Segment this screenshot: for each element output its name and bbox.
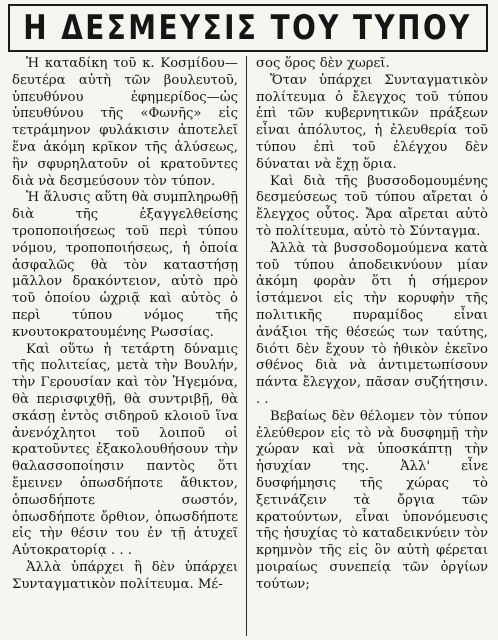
paragraph: Ἀλλὰ τὰ βυσσοδομούμενα κατὰ τοῦ τύπου ἀποδεικνύουν μίαν ἀκόμη φορὰν ὅτι ἡ σήμερον ἱστάμενοι εἰς τὴν κορυφὴν τῆς πολιτικῆς πυραμίδος εἶναι ἀνάξιοι τῆς θέσεώς των ταύτης, διότι δὲν ἔχουν τὸ ἠθικὸν ἐκεῖνο σθένος διὰ νὰ ἀντιμετωπίσουν πάντα ἔλεγχον, πᾶσαν συζήτησιν. . . (256, 240, 488, 407)
paragraph: Ἡ ἅλυσις αὕτη θὰ συμπληρωθῇ διὰ τῆς ἐξαγγελθείσης τροποποιήσεως τοῦ περὶ τύπου νόμου, τροποποιήσεως, ἡ ὁποία ἀσφαλῶς θὰ τὸν καταστήσῃ μᾶλλον δρακόντειον, αὐτὸ πρὸ τοῦ ὁποίου ὠχριᾷ καὶ αὐτὸς ὁ περὶ τύπου νόμος τῆς κνουτοκρατουμένης Ρωσσίας. (12, 190, 238, 340)
paragraph: Ὅταν ὑπάρχει Συνταγματικὸν πολίτευμα ὁ ἔλεγχος τοῦ τύπου ἐπὶ τῶν κυβερνητικῶν πράξεων εἶναι ἀπόλυτος, ἡ ἐλευθερία τοῦ τύπου ἐπὶ τοῦ ἐλέγχου δὲν δύναται νὰ ἔχῃ ὅρια. (256, 72, 488, 172)
paragraph: Ἀλλὰ ὑπάρχει ἢ δὲν ὑπάρχει Συνταγματικὸν πολίτευμα. Μέ- (12, 559, 238, 592)
column-divider (246, 56, 247, 636)
paragraph: Καὶ οὕτω ἡ τετάρτη δύναμις τῆς πολιτείας, μετὰ τὴν Βουλήν, τὴν Γερουσίαν καὶ τὸν Ἡγεμόνα, θὰ περισφιχθῇ, θὰ συντριβῇ, θὰ σκάσῃ ἐντὸς σιδηροῦ κλοιοῦ ἵνα ἀνενόχλητοι τοῦ λοιποῦ οἱ κρατοῦντες ἐξακολουθήσουν τὴν θαλασσοποίησιν παντὸς ὅτι ἔμεινεν ὁπωσδήποτε ἄθικτον, ὁπωσδήποτε σωστόν, ὁπωσδήποτε ὄρθιον, ὁπωσδήποτε εἰς τὴν θέσιν του ἐν τῇ ἀτυχεῖ Αὐτοκρατορίᾳ . . . (12, 341, 238, 559)
paragraph-continued: σος ὅρος δὲν χωρεῖ. (256, 56, 390, 71)
article-left-column (12, 56, 238, 594)
headline: Η ΔΕΣΜΕΥΣΙΣ ΤΟΥ ΤΥΠΟΥ (23, 8, 473, 48)
article-right-column (256, 56, 488, 594)
headline-frame (8, 4, 488, 52)
paragraph: Καὶ διὰ τῆς βυσσοδομουμένης δεσμεύσεως τοῦ τύπου αἴρεται ὁ ἔλεγχος οὗτος. Ἄρα αἴρεται αὐτὸ τὸ πολίτευμα, αὐτὸ τὸ Σύνταγμα. (256, 173, 488, 239)
paragraph: Βεβαίως δὲν θέλομεν τὸν τύπον ἐλεύθερον εἰς τὸ νὰ δυσφημῇ τὴν χώραν καὶ νὰ ὑποσκάπτῃ τὴν ἡσυχίαν της. Ἀλλ' εἶνε δυσφήμησις τῆς χώρας τὸ ξετινάζειν τὰ ὄργια τῶν κρατούντων, εἶναι ὑπονόμευσις τῆς ἡσυχίας τὸ καταδεικνύειν τὸν κρημνὸν τῆς εἰς ὃν αὐτὴ φέρεται μοιραίως συνεπείᾳ τῶν ὀργίων τούτων; (256, 408, 488, 592)
paragraph: Ἡ καταδίκη τοῦ κ. Κοσμίδου—δευτέρα αὐτὴ τῶν βουλευτοῦ, ὑπευθύνου ἐφημερίδος—ὡς ὑπευθύνου τῆς «Φωνῆς» εἰς τετράμηνον φυλάκισιν ἀποτελεῖ ἕνα ἀκόμη κρῖκον τῆς ἁλύσεως, ἣν σφυρηλατοῦν οἱ κρατοῦντες διὰ νὰ δεσμεύσουν τὸν τύπον. (12, 56, 238, 189)
